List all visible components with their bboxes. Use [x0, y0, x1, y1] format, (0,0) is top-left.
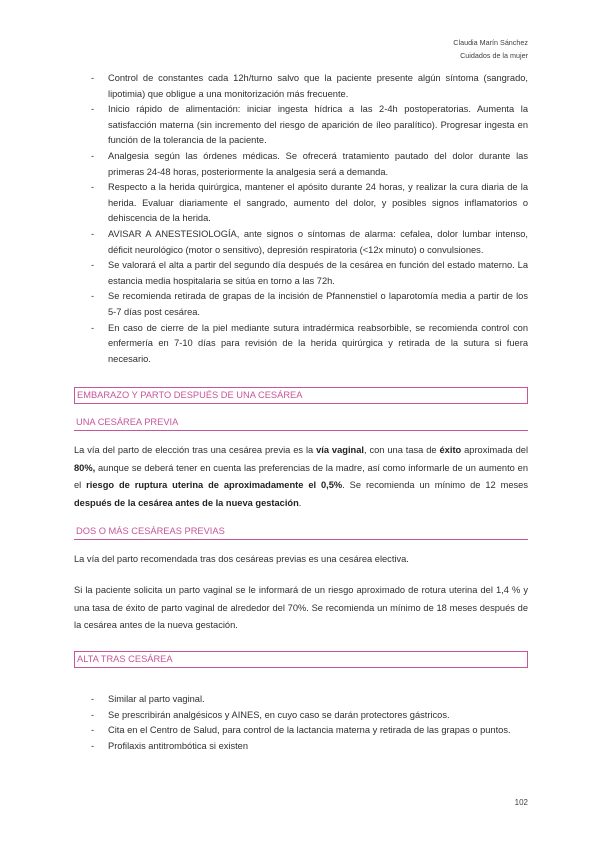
subsection-title-two-cesareans: DOS O MÁS CESÁREAS PREVIAS [74, 524, 528, 540]
list-item: - Se prescribirán analgésicos y AINES, en cuyo caso se darán protectores gástricos. [74, 708, 528, 724]
dash-bullet: - [91, 182, 95, 193]
list-item: - Respecto a la herida quirúrgica, mantener el apósito durante 24 horas, y realizar la cura diaria de la herida. Evaluar diariamente el sangrado, aumento del dolor, y posibles signos inflamatorios o dehiscencia de la herida. [91, 182, 528, 224]
list-item: - AVISAR A ANESTESIOLOGÍA, ante signos o síntomas de alarma: cefalea, dolor lumbar intenso, déficit neurológico (motor o sensitivo), depresión respiratoria (<12x minuto) o convulsiones. [91, 228, 528, 255]
one-cesarean-paragraph: La vía del parto de elección tras una cesárea previa es la vía vaginal, con una tasa de éxito aproximada del 80%, aunque se deberá tener en cuenta las preferencias de la madre, así como informarle de un aumento en el riesgo de ruptura uterina de aproximadamente el 0,5%. Se recomienda un mínimo de 12 meses después de la cesárea antes de la nueva gestación. [74, 445, 529, 509]
page-header [453, 36, 528, 62]
list-item: - En caso de cierre de la piel mediante sutura intradérmica reabsorbible, se recomienda control con enfermería en 7-10 días para revisión de la herida quirúrgica y retirada de la sutura si fuera necesario. [91, 322, 528, 364]
header-author: Claudia Marín Sánchez [453, 38, 528, 47]
section-title-discharge: ALTA TRAS CESÁREA [74, 651, 528, 668]
dash-bullet: - [91, 725, 95, 736]
subsection-title-one-cesarean: UNA CESÁREA PREVIA [74, 415, 528, 431]
two-cesareans-paragraph-2: Si la paciente solicita un parto vaginal se le informará de un riesgo aproximado de rotura uterina del 1,4 % y una tasa de éxito de parto vaginal de alrededor del 70%. Se recomienda un mínimo de 18 meses después de la cesárea antes de la nueva gestación. [74, 585, 528, 631]
header-subtitle: Cuidados de la mujer [460, 51, 528, 60]
dash-bullet: - [91, 740, 95, 751]
postop-care-list [74, 71, 528, 367]
discharge-list [74, 692, 528, 754]
two-cesareans-paragraph-1: La vía del parto recomendada tras dos cesáreas previas es una cesárea electiva. [74, 553, 409, 564]
section-title-cesarean-pregnancy: EMBARAZO Y PARTO DESPUÉS DE UNA CESÁREA [74, 387, 528, 404]
list-item: - Cita en el Centro de Salud, para control de la lactancia materna y retirada de las grapas o puntos. [74, 723, 528, 739]
dash-bullet: - [91, 228, 95, 239]
dash-bullet: - [91, 709, 95, 720]
list-item: - Control de constantes cada 12h/turno salvo que la paciente presente algún síntoma (sangrado, lipotimia) que obligue a una monitorización más frecuente. [91, 73, 528, 99]
list-item: - Analgesia según las órdenes médicas. Se ofrecerá tratamiento pautado del dolor durante las primeras 24-48 horas, posteriormente la analgesia será a demanda. [91, 150, 528, 177]
list-item: - Se valorará el alta a partir del segundo día después de la cesárea en función del estado materno. La estancia media hospitalaria se sitúa en torno a las 72h. [91, 260, 528, 286]
list-item: - Profilaxis antitrombótica si existen [74, 739, 528, 755]
dash-bullet: - [91, 73, 95, 83]
dash-bullet: - [91, 260, 95, 271]
list-item: - Inicio rápido de alimentación: iniciar ingesta hídrica a las 2-4h postoperatorias. Aumenta la satisfacción materna (sin incremento del riesgo de aparición de íleo paralítico). Progresar ingesta en función de la tolerancia de la paciente. [91, 104, 528, 146]
list-item: - Similar al parto vaginal. [74, 692, 528, 708]
list-item: - Se recomienda retirada de grapas de la incisión de Pfannenstiel o laparotomía media a partir de los 5-7 días post cesárea. [91, 291, 528, 317]
dash-bullet: - [91, 150, 95, 161]
dash-bullet: - [91, 104, 95, 115]
dash-bullet: - [91, 291, 95, 302]
page-content [74, 71, 528, 754]
dash-bullet: - [91, 322, 95, 333]
page-number: 102 [514, 798, 528, 807]
dash-bullet: - [91, 694, 95, 705]
